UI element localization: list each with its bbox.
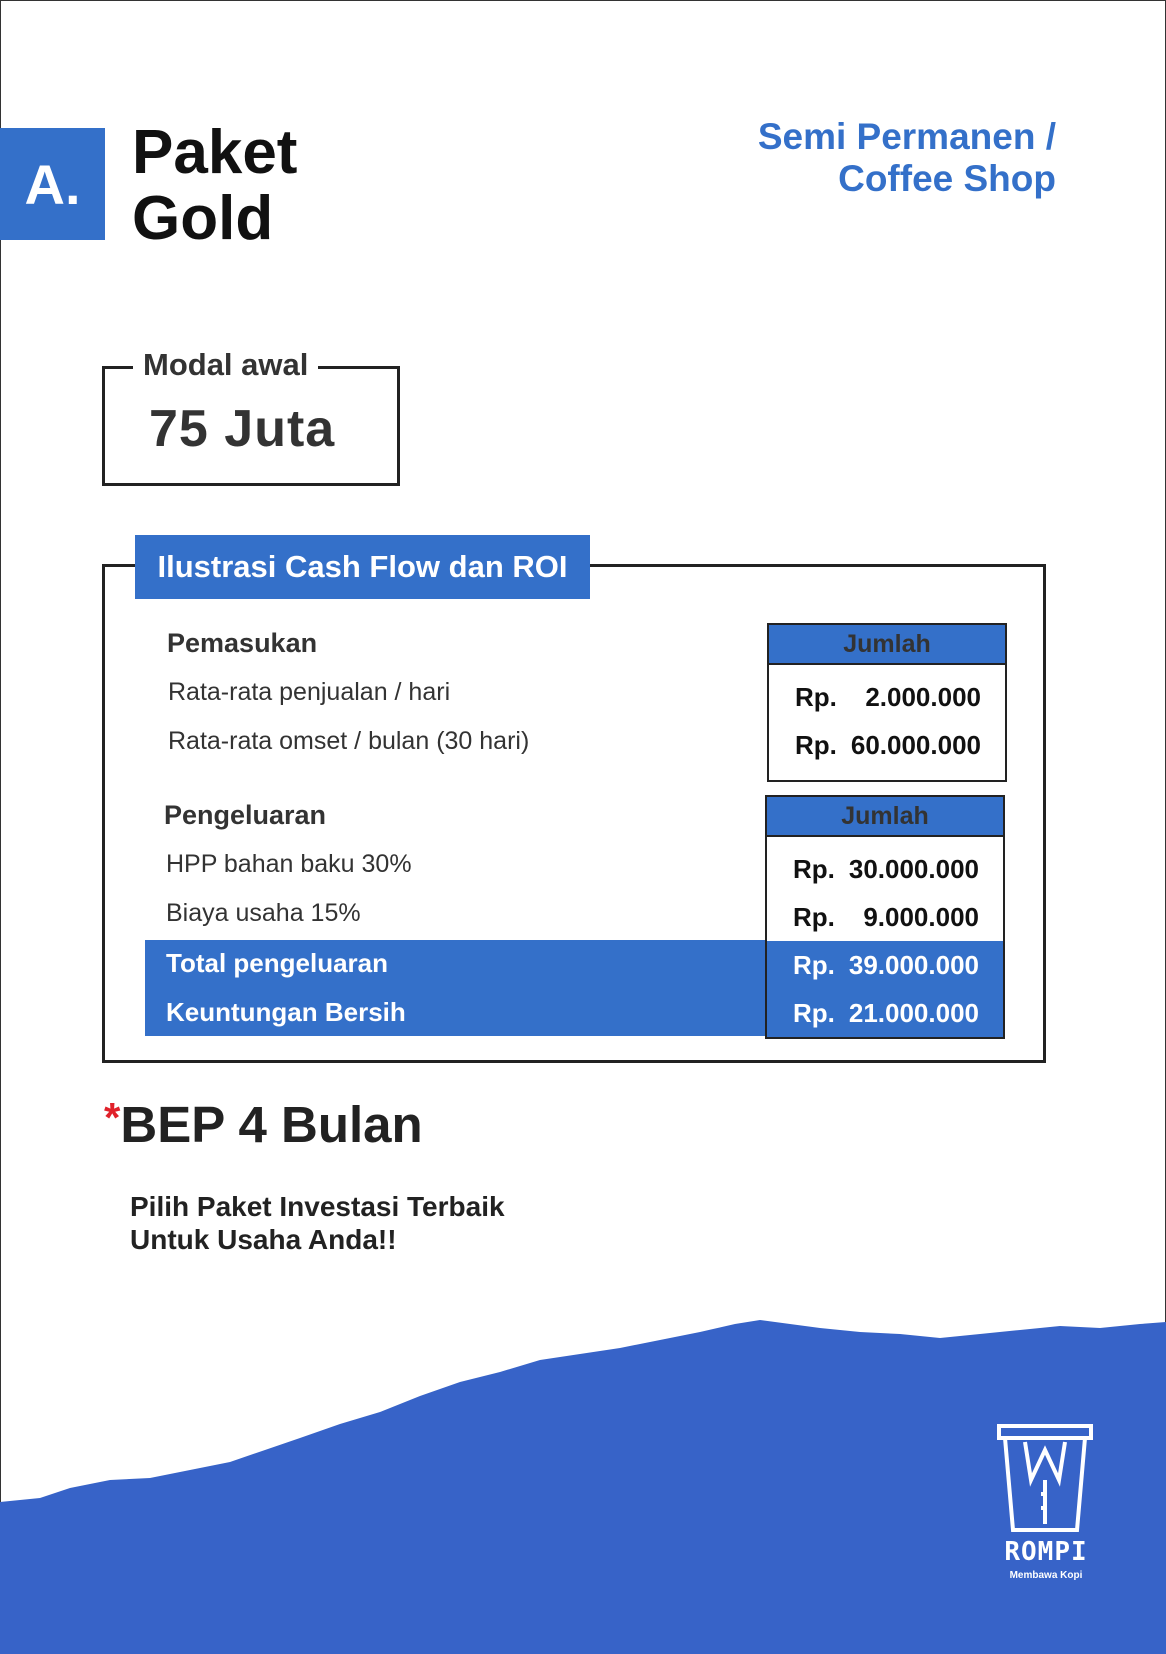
package-letter: A. [24,152,81,216]
currency-label: Rp. [795,730,837,760]
bep-heading [104,1094,423,1154]
income-column-header: Jumlah [769,625,1005,665]
tagline [130,1190,505,1256]
package-type-line2: Coffee Shop [838,158,1056,199]
modal-awal-box [102,347,400,486]
tagline-line1: Pilih Paket Investasi Terbaik [130,1191,505,1222]
modal-awal-value: 75 Juta [149,400,336,458]
income-row-label: Rata-rata omset / bulan (30 hari) [168,727,530,755]
amount-value: 39.000.000 [848,950,979,980]
income-section-title: Pemasukan [167,628,318,658]
amount-value: 9.000.000 [863,902,979,932]
currency-label: Rp. [793,950,835,980]
package-type-line1: Semi Permanen / [757,116,1056,157]
net-profit-amount [767,989,1003,1037]
cashflow-title: Ilustrasi Cash Flow dan ROI [135,535,590,599]
brand-name: ROMPI [1004,1537,1088,1567]
package-title-line2: Gold [132,184,274,253]
expense-column-header: Jumlah [767,797,1003,837]
package-title-line1: Paket [132,118,298,187]
amount-value: 30.000.000 [848,854,979,884]
income-row-label: Rata-rata penjualan / hari [168,678,451,706]
currency-label: Rp. [793,998,835,1028]
amount-value: 60.000.000 [850,730,981,760]
tagline-line2: Untuk Usaha Anda!! [130,1224,397,1255]
net-profit-label: Keuntungan Bersih [166,997,406,1027]
currency-label: Rp. [793,902,835,932]
brand-subtitle: Membawa Kopi [1009,1570,1083,1581]
package-type [758,116,1056,200]
expense-row-label: HPP bahan baku 30% [166,850,412,878]
expense-section-title: Pengeluaran [164,800,327,830]
currency-label: Rp. [795,682,837,712]
package-title [132,120,297,252]
package-letter-badge [0,128,105,240]
total-expense-amount [767,941,1003,989]
modal-awal-label: Modal awal [133,347,318,383]
currency-label: Rp. [793,854,835,884]
bep-text: BEP 4 Bulan [120,1096,423,1153]
expense-amount-table [765,795,1005,1039]
total-expense-label: Total pengeluaran [166,948,388,978]
amount-value: 2.000.000 [865,682,981,712]
asterisk-marker: * [104,1094,121,1141]
amount-value: 21.000.000 [848,998,979,1028]
income-amount-table [767,623,1007,782]
expense-row-label: Biaya usaha 15% [166,899,361,927]
